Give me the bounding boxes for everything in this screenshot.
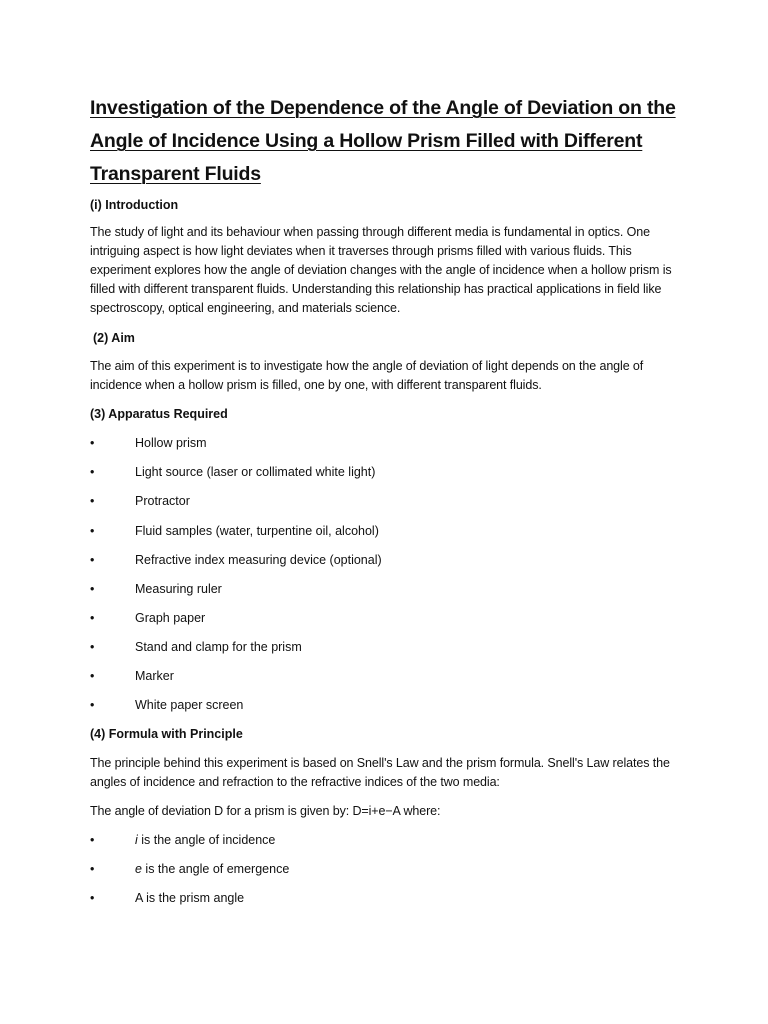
apparatus-heading: (3) Apparatus Required [90,407,228,421]
bullet-marker: • [90,465,95,479]
list-item-text: Refractive index measuring device (optional) [135,553,382,567]
formula-paragraph: The principle behind this experiment is based on Snell's Law and the prism formula. Snell's Law relates the angles of incidence and refraction to the refractive indices of the two media: [90,756,670,789]
bullet-marker: • [90,698,95,712]
bullet-marker: • [90,436,95,450]
bullet-marker: • [90,833,95,847]
bullet-marker: • [90,640,95,654]
bullet-marker: • [90,582,95,596]
list-item [90,579,690,599]
list-item-text: Stand and clamp for the prism [135,640,302,654]
introduction-paragraph: The study of light and its behaviour when passing through different media is fundamental in optics. One intriguing aspect is how light deviates when it traverses through prisms filled with various fluids. This experiment explores how the angle of deviation changes with the angle of incidence when a hollow prism is filled with different transparent fluids. Understanding this relationship has practical applications in field like spectroscopy, optical engineering, and materials science. [90,225,672,315]
list-item-text [135,859,289,879]
list-item [90,695,690,715]
list-item-text [135,888,244,908]
list-item-text [135,830,275,850]
deviation-formula-text: The angle of deviation D for a prism is given by: D=i+e−A where: [90,804,441,818]
definition-text: is the angle of incidence [137,833,276,847]
bullet-marker: • [90,891,95,905]
list-item [90,550,690,570]
definition-text: is the angle of emergence [141,862,290,876]
list-item-text: Measuring ruler [135,582,222,596]
list-item [90,521,690,541]
symbol-i: i [135,833,138,847]
aim-paragraph: The aim of this experiment is to investigate how the angle of deviation of light depends on the angle of incidence when a hollow prism is filled, one by one, with different transparent fluids. [90,359,644,392]
list-item [90,830,690,850]
list-item-text: White paper screen [135,698,244,712]
list-item [90,637,690,657]
list-item [90,888,690,908]
symbol-e: e [135,862,142,876]
bullet-marker: • [90,494,95,508]
list-item-text: Marker [135,669,174,683]
list-item [90,433,690,453]
list-item-text: Protractor [135,494,190,508]
list-item [90,608,690,628]
list-item [90,666,690,686]
bullet-marker: • [90,524,95,538]
list-item [90,491,690,511]
bullet-marker: • [90,611,95,625]
list-item [90,462,690,482]
aim-heading: (2) Aim [93,331,135,345]
document-title: Investigation of the Dependence of the Angle of Deviation on the Angle of Incidence Using a Hollow Prism Filled with Different Transparent Fluids [90,97,676,185]
list-item [90,859,690,879]
introduction-heading: (i) Introduction [90,198,179,212]
list-item-text: Fluid samples (water, turpentine oil, alcohol) [135,524,379,538]
list-item-text: Hollow prism [135,436,207,450]
definition-text: is the prism angle [142,891,245,905]
bullet-marker: • [90,862,95,876]
list-item-text: Light source (laser or collimated white light) [135,465,376,479]
formula-heading: (4) Formula with Principle [90,727,243,741]
list-item-text: Graph paper [135,611,206,625]
bullet-marker: • [90,553,95,567]
symbol-a: A [135,891,143,905]
bullet-marker: • [90,669,95,683]
